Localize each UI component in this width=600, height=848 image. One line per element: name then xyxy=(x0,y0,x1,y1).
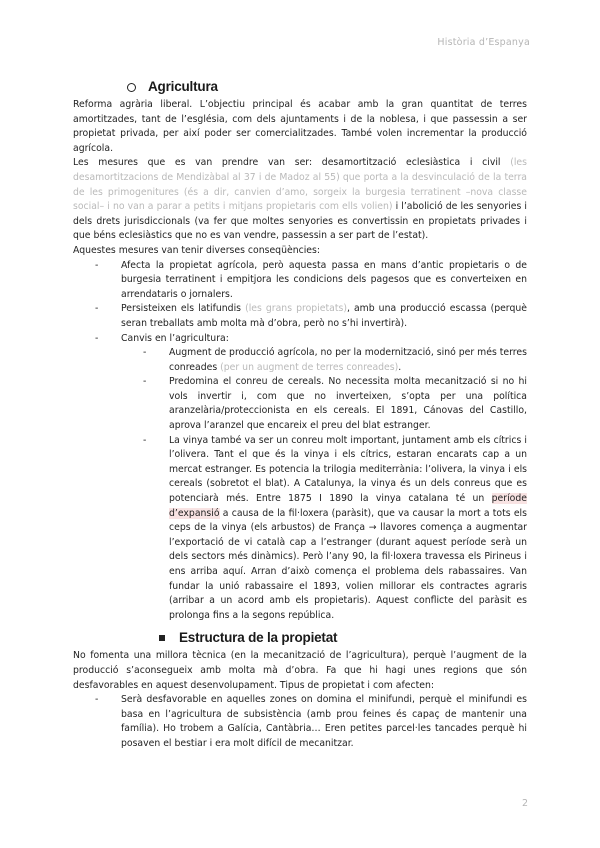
section-heading-agricultura xyxy=(73,78,527,96)
muted-note: (les desamortitzacions de Mendizàbal al 37 i de Madoz al 55) que porta a la desvinculació de la terra de les primogenitures (és a dir, canvien d’amo, sorgeix la burgesia terratinent –nova classe social– i no van a parar a petits i mitjans propietaris com ells volien) xyxy=(73,157,527,213)
muted-note: (les grans propietats) xyxy=(245,303,347,315)
sub-list-item: - Predomina el conreu de cereals. No necessita molta mecanització si no hi vols invertir i, com que no inverteixen, s’opta per una política aranzelària/proteccionista en els cereals. El 1891, Cánovas del Castillo, aprova l’aranzel que encareix el preu del blat estranger. xyxy=(121,375,527,433)
text-segment: , amb una producció escassa (perquè seran treballats amb molta mà d’obra, però no s’hi invertirà). xyxy=(121,303,527,329)
paragraph-mesures xyxy=(73,156,527,244)
text-segment: Augment de producció agrícola, no per la modernització, sinó per més terres conreades xyxy=(169,347,527,373)
text-segment: La vinya també va ser un conreu molt important, juntament amb els cítrics i l’olivera. Tant el que és la vinya i els cítrics, estaran encarats cap a un mercat estranger. Es potencia la trilogia mediterrània: l’olivera, la vinya i els cereals (sobretot el blat). A Catalunya, la vinya és un dels conreus que es potenciarà més. Entre 1875 I 1890 la vinya catalana té un xyxy=(169,434,527,505)
text-segment: a causa de la fil·loxera (paràsit), que va causar la mort a tots els ceps de la vinya (els arbustos) de França → llavores comença a augmentar l’exportació de vi català cap a l’estranger (durant aquest període serà un dels sectors més dinàmics). Però l’any 90, la fil·loxera travessa els Pirineus i ens arriba aquí. Arran d’això comença el problema dels rabassaires. Van fundar la unió rabassaire el 1893, volien millorar els contractes agraris (arribar a un acord amb els propietaris). Aquest conflicte del paràsit es prolonga fins a la segons república. xyxy=(169,507,527,621)
highlighted-text: període d’expansió xyxy=(169,493,527,519)
sub-list-item xyxy=(121,346,527,375)
heading-text: Agricultura xyxy=(148,79,218,94)
circle-bullet-icon xyxy=(127,83,136,92)
paragraph-reforma: Reforma agrària liberal. L’objectiu principal és acabar amb la gran quantitat de terres amortitzades, tant de l’església, com dels ajuntaments i de la noblesa, i que passessin a ser propietat privada, per així poder ser comercialitzades. També volen incrementar la producció agrícola. xyxy=(73,99,527,154)
sub-list xyxy=(73,346,527,623)
property-types-list xyxy=(73,693,527,751)
text-segment: Canvis en l’agricultura: xyxy=(121,332,229,344)
heading-text: Estructura de la propietat xyxy=(179,630,338,646)
paragraph-estructura: No fomenta una millora tècnica (en la mecanització de l’agricultura), perquè l’augment de la producció s’aconsegueix amb molta mà d’obra. Fa que hi hagi unes regions que són desfavorables en aquest desenvolupament. Tipus de propietat i com afecten: xyxy=(73,650,527,691)
list-item xyxy=(73,332,527,624)
muted-note: (per un augment de terres conreades) xyxy=(220,361,399,373)
text-segment: Les mesures que es van prendre van ser: desamortització eclesiàstica i civil xyxy=(73,157,511,169)
list-item xyxy=(73,302,527,331)
page-header: Història d’Espanya xyxy=(437,37,530,48)
page-number: 2 xyxy=(521,798,528,809)
paragraph-consequencies: Aquestes mesures van tenir diverses conseqüències: xyxy=(73,244,320,256)
sub-list-item xyxy=(121,434,527,624)
consequences-list xyxy=(73,259,527,624)
list-item: - Afecta la propietat agrícola, però aquesta passa en mans d’antic propietaris o de burgesia terratinent i empitjora les condicions dels pagesos que es converteixen en arrendataris o jornalers. xyxy=(73,259,527,303)
document-body xyxy=(73,78,527,752)
square-bullet-icon xyxy=(159,635,165,641)
text-segment: Persisteixen els latifundis xyxy=(121,303,246,315)
text-segment: . xyxy=(398,361,402,373)
text-segment: i l’abolició de les senyories i dels drets jurisdiccionals (va fer que moltes senyories es convertissin en propietats privades i que béns eclesiàstics que no es van vendre, passessin a ser part de l’estat). xyxy=(73,201,527,242)
list-item: - Serà desfavorable en aquelles zones on domina el minifundi, perquè el minifundi es basa en l’agricultura de subsistència (amb prou feines és capaç de mantenir una família). Ho trobem a Galícia, Cantàbria… Eren petites parcel·les tancades perquè hi posaven el bestiar i era molt difícil de mecanitzar. xyxy=(73,693,527,751)
section-heading-estructura xyxy=(73,629,527,647)
